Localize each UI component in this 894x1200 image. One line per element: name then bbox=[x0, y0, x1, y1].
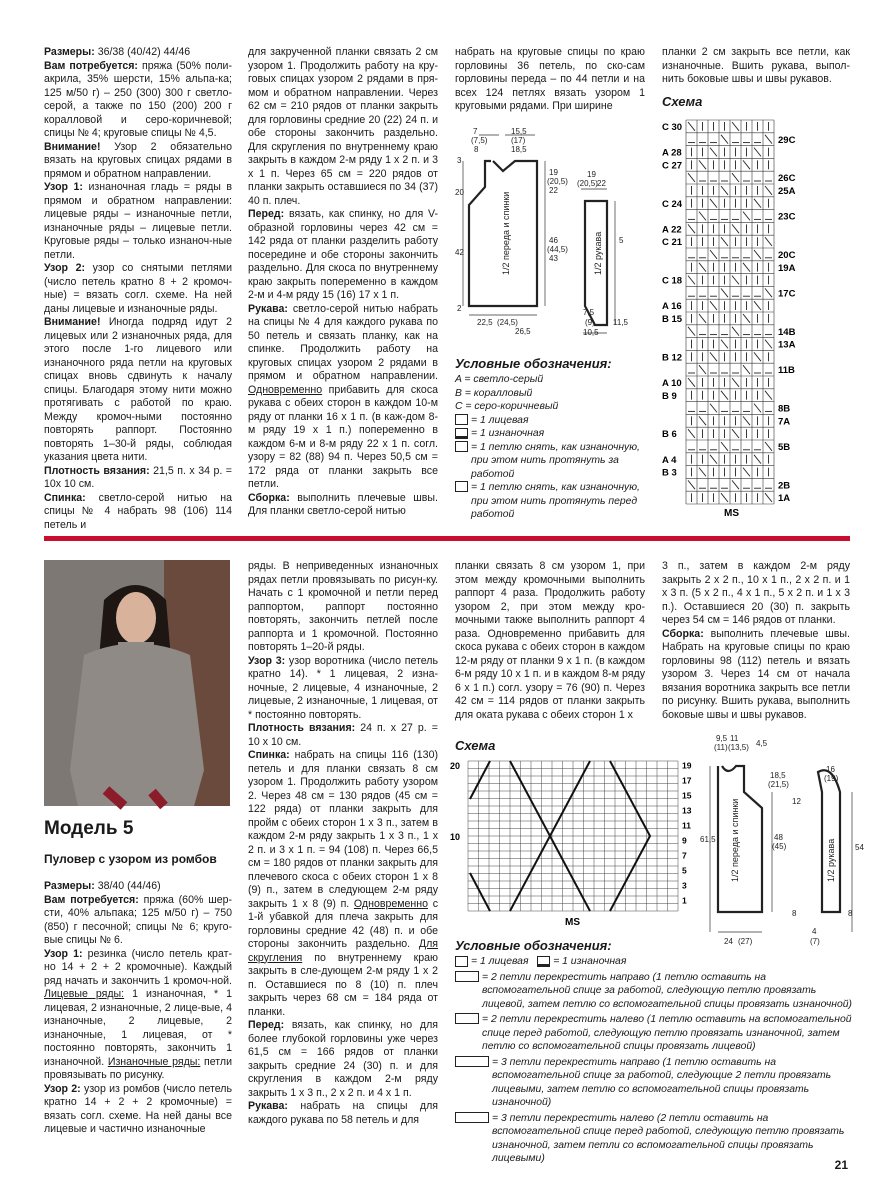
model-column-2 bbox=[248, 560, 438, 1127]
slip-front-symbol-icon bbox=[455, 481, 468, 492]
row-label-right: 26C bbox=[778, 173, 796, 185]
text: узор со снятыми петлями (число петель кратно 8 + 2 кромоч-ные) = вязать согл. схеме. На ней даны лицевые и изнаночные ряды. bbox=[44, 262, 232, 315]
label: Перед: bbox=[248, 1019, 285, 1031]
stitch-mark bbox=[743, 365, 750, 374]
row-label-left: B 15 bbox=[662, 314, 683, 325]
text: набрать на спицы для каждого рукава по 58 петель и для bbox=[248, 1100, 438, 1126]
text: Узор 2 обязательно вязать на круговых спицах рядами в прямом и обратном направлении. bbox=[44, 140, 232, 180]
dim: (13,5) bbox=[728, 743, 749, 752]
dim: 7 bbox=[473, 127, 478, 136]
dim: 61,5 bbox=[700, 835, 716, 844]
dim: 12 bbox=[792, 797, 801, 806]
top-grid-chart bbox=[662, 118, 812, 518]
dim: (27) bbox=[738, 937, 753, 946]
text: пряжа (60% шер-сти, 40% альпака; 125 м/50 г) – 750 (850) г песочной; спицы № 6; круго-вые спицы № 6. bbox=[44, 893, 233, 946]
model-column-1 bbox=[44, 880, 232, 1137]
text: узор из ромбов (число петель кратно 14 + 2 + 2 кромочные) = вязать согл. схеме. На ней даны все лицевые и частично изнаночные bbox=[44, 1082, 232, 1135]
label: Вам потребуется: bbox=[44, 59, 138, 72]
text: узор воротника (число петель кратно 14). * 1 лицевая, 2 изна-ночные, 2 лицевые, 4 изнаночные, 2 лицевые, 2 изнаночные, 1 лицевая, от * постоянно повторять. bbox=[248, 654, 438, 721]
legend-item: = 2 петли перекрестить направо (1 петлю оставить на вспомогательной спице за работой, следующую петлю провязать лицевой, затем петлю со вспомогательной спицы провязать изнаночной) bbox=[482, 971, 853, 1010]
knit-symbol-icon bbox=[455, 414, 468, 425]
row-label-right: 11 bbox=[682, 820, 691, 831]
dim: 4 bbox=[812, 927, 817, 936]
stitch-mark bbox=[688, 480, 695, 489]
dim: 19 bbox=[587, 170, 596, 179]
legend-item: = 3 петли перекрестить направо (1 петлю оставить на вспомогательной спице за работой, следующие 2 петли провязать лицевыми, затем петлю со вспомогательной спицы провязать изнаночной) bbox=[492, 1056, 832, 1108]
row-label-right: 3 bbox=[682, 880, 687, 891]
stitch-mark bbox=[710, 404, 717, 413]
row-label-left: C 21 bbox=[662, 237, 683, 249]
text: 24 п. х 27 р. = 10 х 10 см. bbox=[248, 722, 438, 748]
dim: (44,5) bbox=[547, 245, 568, 254]
legend-item: = 1 петлю снять, как изнаночную, при этом нить протянуть за работой bbox=[471, 441, 640, 480]
model-photo bbox=[44, 560, 230, 806]
dim: 20 bbox=[455, 188, 464, 197]
top-column-3 bbox=[455, 46, 645, 114]
label: Спинка: bbox=[248, 749, 290, 761]
label: Узор 1: bbox=[44, 947, 83, 960]
top-legend bbox=[455, 352, 647, 522]
stitch-mark bbox=[688, 122, 695, 131]
stitch-mark bbox=[721, 135, 728, 144]
stitch-mark bbox=[710, 301, 717, 310]
row-label-right: 7A bbox=[778, 416, 791, 428]
text: Иногда подряд идут 2 лицевых или 2 изнаночных ряда, для этого после 1-го лицевого или изнаночного ряда петли на круговых спицах вновь сдвинуть к началу спицы. Благодаря этому нити можно протягивать с работой по краю. Между кромоч-ными постоянно повторять раппорт. Постоянно повторять 1–30-й ряды, соблюдая указания цвета нити. bbox=[44, 316, 232, 463]
dim: 8 bbox=[792, 909, 797, 918]
stitch-mark bbox=[732, 276, 739, 285]
row-label-right: 19A bbox=[778, 262, 796, 274]
stitch-mark bbox=[699, 160, 706, 169]
row-label-right: 20C bbox=[778, 250, 796, 261]
stitch-mark bbox=[688, 327, 695, 336]
stitch-mark bbox=[721, 288, 728, 297]
dim: (7,5) bbox=[471, 136, 488, 145]
stitch-mark bbox=[688, 224, 695, 233]
dim: (24,5) bbox=[497, 318, 518, 327]
label: Вам потребуется: bbox=[44, 893, 139, 906]
dim: 43 bbox=[549, 254, 558, 263]
dim: 18,5 bbox=[770, 771, 786, 780]
legend-item: = 2 петли перекрестить налево (1 петлю оставить на вспомогательной спице перед работой, следующую петлю провязать изнаночной, затем петлю со вспомогательной спицы провязать лицевой) bbox=[482, 1014, 852, 1052]
model-chart-title: Схема bbox=[455, 738, 496, 753]
stitch-mark bbox=[688, 276, 695, 285]
legend-item: = 1 изнаночная bbox=[553, 956, 627, 967]
row-label-right: 25A bbox=[778, 186, 796, 197]
dim: 15,5 bbox=[511, 127, 527, 136]
row-label-right: 9 bbox=[682, 835, 687, 846]
dim: 48 bbox=[774, 833, 783, 842]
purl-symbol-icon bbox=[455, 428, 468, 439]
cross-right-3-icon bbox=[455, 1056, 489, 1067]
dim: (21,5) bbox=[768, 780, 789, 789]
page-number: 21 bbox=[834, 1158, 848, 1172]
row-label-right: 29C bbox=[778, 134, 796, 146]
dim: 18,5 bbox=[511, 145, 527, 154]
legend-item: B = коралловый bbox=[455, 387, 533, 399]
text: планки связать 8 см узором 1, при этом между кромочными выполнить раппорт 4 раза. Продолжить работу узором 2, при этом между кро-мочными также выполнить раппорт 4 раза. Одновременно прибавить для скоса рукава с обеих сторон в каждом 12-м ряду от планки 9 х 1 п. (в каждом 6-м ряду 10 х 1 п. и в каждом 8-м ряду 6 х 1 п.) согл. узору = 76 (90) п. Через 42 см = 114 рядов от планки закрыть для оката рукава с обеих сторон 1 х bbox=[455, 560, 645, 721]
model-title: Модель 5 bbox=[44, 818, 134, 839]
legend-item: = 3 петли перекрестить налево (2 петли оставить на вспомогательной спице перед работой, следующую петлю провязать изнаночной, затем петли со вспомогательной спицы провязать лицевыми) bbox=[492, 1112, 845, 1164]
top-pattern-schematic bbox=[455, 125, 645, 345]
stitch-mark bbox=[699, 416, 706, 425]
stitch-mark bbox=[710, 148, 717, 157]
stitch-mark bbox=[765, 442, 772, 451]
text: планки 2 см закрыть все петли, как изнаночные. Вшить рукава, выпол-нить боковые швы и швы рукавов. bbox=[662, 46, 850, 85]
label: Узор 1: bbox=[44, 181, 83, 193]
dim: 4,5 bbox=[756, 739, 768, 748]
text: ряды. В неприведенных изнаночных рядах петли провязывать по рисун-ку. Начать с 1 кромочной и петли перед раппортом, раппорт постоянно повторять, закончить петлей после раппорта и 1 кромочной. Постоянно повторять 1–20-й ряды. bbox=[248, 560, 438, 653]
dim: 11,5 bbox=[613, 318, 628, 327]
dim: 10,5 bbox=[583, 328, 599, 337]
dim: 24 bbox=[724, 937, 733, 946]
row-label-right: 1 bbox=[682, 895, 687, 906]
purl-symbol-icon bbox=[537, 956, 550, 967]
dim: 8 bbox=[474, 145, 479, 154]
stitch-mark bbox=[765, 493, 772, 502]
chart-title: Схема bbox=[662, 93, 703, 109]
dim: (20,5) bbox=[577, 179, 598, 188]
cable-line bbox=[470, 873, 490, 911]
pattern-label: 1/2 рукава bbox=[593, 231, 603, 275]
dim: 46 bbox=[549, 236, 558, 245]
stitch-mark bbox=[743, 314, 750, 323]
label: Внимание! bbox=[44, 140, 101, 153]
row-label-left: A 10 bbox=[662, 378, 682, 389]
label: Сборка: bbox=[662, 627, 704, 640]
stitch-mark bbox=[743, 263, 750, 272]
row-label-right: 23C bbox=[778, 211, 796, 223]
model-subtitle: Пуловер с узором из ромбов bbox=[44, 852, 217, 866]
stitch-mark bbox=[710, 352, 717, 361]
model-legend bbox=[455, 934, 855, 1166]
top-grid-svg bbox=[662, 118, 812, 518]
dim: 42 bbox=[455, 248, 464, 257]
stitch-mark bbox=[754, 455, 761, 464]
text: 36/38 (40/42) 44/46 bbox=[97, 46, 191, 58]
dim: (20,5) bbox=[547, 177, 568, 186]
row-label-left: C 18 bbox=[662, 275, 683, 287]
stitch-mark bbox=[765, 340, 772, 349]
stitch-mark bbox=[721, 186, 728, 195]
legend-item: C = серо-коричневый bbox=[455, 401, 559, 412]
row-label-left: C 30 bbox=[662, 122, 683, 133]
legend-item: A = светло-серый bbox=[455, 374, 544, 385]
row-label-left: A 28 bbox=[662, 147, 682, 159]
label: Узор 2: bbox=[44, 262, 85, 274]
text: светло-серой нитью набрать на спицы № 4 для каждого рукава по 50 петель и связать планку, как на спинке. Продолжить работу на круговых спицах узором 2 рядами в прямом и обратном направлении. bbox=[248, 302, 438, 382]
legend-title: Условные обозначения: bbox=[455, 938, 612, 953]
dim: (11) bbox=[714, 743, 728, 752]
dim: 7,5 bbox=[583, 308, 595, 317]
text: выполнить плечевые швы. Для планки светло-серой нитью bbox=[248, 491, 438, 517]
slip-back-symbol-icon bbox=[455, 441, 468, 452]
stitch-mark bbox=[754, 404, 761, 413]
pattern-label: 1/2 переда и спинки bbox=[501, 191, 511, 275]
row-label-right: 7 bbox=[682, 850, 687, 861]
stitch-mark bbox=[732, 480, 739, 489]
text: набрать на круговые спицы по краю горловины 36 петель, по ско-сам горловины переда – по 44 петли и на всех 124 петлях вязать узором 1 круговыми рядами. При ширине bbox=[455, 46, 645, 112]
dim: (17) bbox=[511, 136, 526, 145]
stitch-mark bbox=[699, 314, 706, 323]
stitch-mark bbox=[743, 468, 750, 477]
model-column-4 bbox=[662, 560, 850, 722]
text: Лицевые ряды: bbox=[44, 988, 125, 1000]
model-diamond-chart bbox=[450, 755, 700, 930]
top-column-4 bbox=[662, 46, 850, 110]
row-label-right: 8B bbox=[778, 403, 791, 415]
model-column-3 bbox=[455, 560, 645, 722]
text: светло-серой нитью на спицы № 4 набрать 98 (106) 114 петель и bbox=[44, 491, 232, 531]
stitch-mark bbox=[743, 416, 750, 425]
text: 3 п., затем в каждом 2-м ряду закрыть 2 х 2 п., 10 х 1 п., 2 х 2 п. и 1 х 3 п. (5 х 2 п., 4 х 1 п., 5 х 2 п. и 1 х 3 п.). Оставшиеся 20 (30) п. закрыть через 54 см = 146 рядов от планки. bbox=[662, 560, 850, 626]
text: Одновременно bbox=[248, 383, 323, 396]
legend-title: Условные обозначения: bbox=[455, 356, 612, 371]
stitch-mark bbox=[765, 391, 772, 400]
pattern-label: 1/2 переда и спинки bbox=[730, 798, 740, 882]
label: Размеры: bbox=[44, 46, 95, 58]
model-pattern-schematic bbox=[700, 732, 864, 952]
knit-symbol-icon bbox=[455, 956, 468, 967]
row-label-left: C 24 bbox=[662, 198, 683, 210]
text: по внутреннему краю закрыть в сле-дующем 2-м ряду 1 х 2 п. Оставшиеся по 8 (10) п. плеч закрыть через 68 см = 184 ряда от планки. bbox=[248, 951, 438, 1018]
row-label-right: 17C bbox=[778, 288, 796, 300]
dim: 16 bbox=[826, 765, 835, 774]
top-column-1 bbox=[44, 46, 232, 532]
text: пряжа (50% поли-акрила, 35% шерсти, 15% альпа-ка; 125 м/50 г) – 250 (300) 300 г светло-серой, а также по 150 (200) 200 г коралловой и серо-коричневой; спицы № 4; круговые спицы № 4,5. bbox=[44, 59, 232, 139]
section-divider bbox=[44, 536, 850, 541]
label: Размеры: bbox=[44, 880, 95, 892]
ms-label: MS bbox=[565, 917, 580, 928]
text: вязать, как спинку, но для V-образной горловины через 42 см = 142 ряда от планки разделить работу посередине и обе стороны закончить раздельно. Для скоса по внутреннему краю закрыть попеременно в каждом 2-м и 4-м ряду 15 (16) 17 х 1 п. bbox=[248, 208, 438, 301]
label: Плотность вязания: bbox=[44, 464, 150, 477]
row-label-right: 5 bbox=[682, 865, 687, 876]
legend-item: = 1 изнаночная bbox=[471, 428, 545, 439]
pattern-label: 1/2 рукава bbox=[826, 838, 836, 882]
row-label-left: A 4 bbox=[662, 454, 677, 466]
text: Изнаночные ряды: bbox=[107, 1055, 201, 1068]
stitch-mark bbox=[754, 250, 761, 259]
stitch-mark bbox=[732, 378, 739, 387]
stitch-mark bbox=[721, 493, 728, 502]
dim: 26,5 bbox=[515, 327, 531, 336]
label: Рукава: bbox=[248, 302, 288, 315]
row-label-right: 2B bbox=[778, 480, 791, 492]
dim: 22 bbox=[549, 186, 558, 195]
stitch-mark bbox=[732, 173, 739, 182]
row-label-right: 11B bbox=[778, 365, 795, 377]
legend-item: = 1 лицевая bbox=[471, 956, 529, 967]
text: набрать на спицы 116 (130) петель и для планки связать 8 см узором 1. Продолжить работу узором 2. Через 48 см = 130 рядов (45 см = 122 ряда) от планки закрыть для пройм с обеих сторон 1 х 3 п., затем в каждом 2-м ряду закрыть 1 х 3 п., 1 х 2 п. и 3 х 1 п. = 94 (108) п. Через 66,5 см = 180 рядов от планки закрыть для плечевого скоса с обеих сторон 1 х 8 (9) п., затем в следующем 2-м ряду закрыть 1 х 8 (9) п. bbox=[248, 749, 438, 910]
dim: 2 bbox=[457, 304, 462, 313]
text: 38/40 (44/46) bbox=[97, 880, 161, 892]
stitch-mark bbox=[732, 327, 739, 336]
row-label-left: B 12 bbox=[662, 352, 683, 364]
dim: 22 bbox=[597, 179, 606, 188]
stitch-mark bbox=[699, 263, 706, 272]
dim: 19 bbox=[549, 168, 558, 177]
stitch-mark bbox=[754, 301, 761, 310]
row-label-left: 10 bbox=[450, 832, 461, 842]
text: Для скругления bbox=[248, 938, 438, 964]
stitch-mark bbox=[721, 442, 728, 451]
text: прибавить для скоса рукава с обеих сторон в каждом 10-м ряду от планки 16 х 1 п. (в каж-дом 8-м ряду 19 х 1 п.) попеременно в каждом 6-м и 8-м ряду 22 х 1 п. согл. узору = 82 (88) 94 п. Через 50,5 см = 172 ряда от планки закрыть все петли. bbox=[248, 383, 439, 490]
stitch-mark bbox=[688, 378, 695, 387]
row-label-left: B 3 bbox=[662, 467, 677, 479]
row-label-right: 15 bbox=[682, 790, 692, 801]
stitch-mark bbox=[710, 250, 717, 259]
dim: (19) bbox=[824, 774, 839, 783]
dim: 11 bbox=[730, 734, 739, 743]
cable-line bbox=[470, 761, 490, 799]
stitch-mark bbox=[699, 212, 706, 221]
row-label-right: 13A bbox=[778, 339, 796, 351]
stitch-mark bbox=[754, 148, 761, 157]
ms-label: MS bbox=[724, 508, 739, 519]
cross-right-2-icon bbox=[455, 971, 479, 982]
text: выполнить плечевые швы. Набрать на круговые спицы по краю горловины 98 (112) петель и вязать узором 3. Через 14 см от начала вязания воротника закрыть все петли по рисунку. Вшить рукава, выполнить боковые швы и швы рукавов. bbox=[662, 627, 850, 721]
text: изнаночная гладь = ряды в прямом и обратном направлении: лицевые ряды – изнаночные петли, изнаночные ряды – лицевые петли. Круговые ряды – только изнаноч-ные петли. bbox=[44, 181, 233, 261]
text: с 1-й убавкой для плеча закрыть для горловины средние 42 (48) п. и обе стороны закончить раздельно. bbox=[248, 897, 438, 950]
stitch-mark bbox=[688, 173, 695, 182]
text: для закрученной планки связать 2 см узором 1. Продолжить работу на кру-говых спицах узором 2 рядами в пря-мом и обратном направлении. Через 62 см = 210 рядов от планки закрыть для горловины средние 20 (22) 24 п. и обе стороны закончить раздельно. Для скругления по внутреннему краю закрыть в каждом 2-м ряду 1 х 2 п. и 3 х 1 п. Через 65 см = 220 рядов от планки закрыть оставшиеся по 34 (37) 40 п. плеч. bbox=[248, 46, 438, 207]
dim: (45) bbox=[772, 842, 787, 851]
text: 1 изнаночная, * 1 лицевая, 2 изнаночные, 2 лице-вые, 4 изнаночные, 2 лицевые, 2 изнаночные, 1 лицевая, от * постоянно повторять, закончить 1 изнаночной. bbox=[44, 988, 232, 1068]
text: вязать, как спинку, но для более глубокой горловины уже через 61,5 см = 166 рядов от планки закрыть средние 24 (30) п. и для скругления в каждом 2-м ряду закрыть 1 х 3 п., 2 х 2 п. и 4 х 1 п. bbox=[248, 1019, 438, 1099]
stitch-mark bbox=[743, 160, 750, 169]
text: петли провязывать по рисунку. bbox=[44, 1055, 233, 1081]
label: Узор 2: bbox=[44, 1082, 81, 1095]
row-label-right: 17 bbox=[682, 775, 692, 786]
stitch-mark bbox=[688, 429, 695, 438]
top-column-2 bbox=[248, 46, 438, 519]
model-photo-illustration bbox=[44, 560, 230, 806]
stitch-mark bbox=[765, 237, 772, 246]
legend-item: = 1 петлю снять, как изнаночную, при этом нить протянуть перед работой bbox=[471, 482, 640, 520]
dim: 54 bbox=[855, 843, 864, 852]
row-label-left: A 22 bbox=[662, 224, 682, 236]
body-outline bbox=[718, 766, 762, 912]
stitch-mark bbox=[732, 224, 739, 233]
stitch-mark bbox=[721, 340, 728, 349]
cross-left-2-icon bbox=[455, 1013, 479, 1024]
dim: 3 bbox=[457, 156, 462, 165]
dim: 5 bbox=[619, 236, 624, 245]
label: Узор 3: bbox=[248, 654, 286, 667]
stitch-mark bbox=[721, 391, 728, 400]
dim: (9) bbox=[585, 318, 595, 327]
row-label-left: B 9 bbox=[662, 390, 677, 402]
row-label-right: 14B bbox=[778, 326, 796, 338]
dim: (7) bbox=[810, 937, 820, 946]
row-label-right: 1A bbox=[778, 493, 791, 505]
stitch-mark bbox=[765, 288, 772, 297]
label: Спинка: bbox=[44, 491, 86, 504]
row-label-left: A 16 bbox=[662, 301, 682, 313]
cross-left-3-icon bbox=[455, 1112, 489, 1123]
stitch-mark bbox=[765, 135, 772, 144]
row-label-right: 19 bbox=[682, 760, 692, 771]
row-label-right: 13 bbox=[682, 805, 692, 816]
row-label-left: C 27 bbox=[662, 160, 683, 172]
stitch-mark bbox=[699, 365, 706, 374]
legend-item: = 1 лицевая bbox=[471, 414, 529, 426]
stitch-mark bbox=[754, 352, 761, 361]
row-label-left: B 6 bbox=[662, 429, 677, 441]
dim: 9,5 bbox=[716, 734, 728, 743]
stitch-mark bbox=[710, 455, 717, 464]
stitch-mark bbox=[732, 429, 739, 438]
stitch-mark bbox=[721, 237, 728, 246]
label: Рукава: bbox=[248, 1100, 288, 1112]
label: Сборка: bbox=[248, 491, 290, 504]
stitch-mark bbox=[699, 468, 706, 477]
dim: 22,5 bbox=[477, 318, 493, 327]
row-label-right: 5B bbox=[778, 442, 791, 453]
stitch-mark bbox=[765, 186, 772, 195]
label: Внимание! bbox=[44, 316, 101, 328]
stitch-mark bbox=[743, 212, 750, 221]
row-label-left: 20 bbox=[450, 761, 461, 771]
text: 21,5 п. х 34 р. = 10х 10 см. bbox=[44, 464, 232, 490]
stitch-mark bbox=[710, 199, 717, 208]
text: Одновременно bbox=[353, 897, 429, 910]
label: Плотность вязания: bbox=[248, 722, 356, 734]
dim: 8 bbox=[848, 909, 853, 918]
label: Перед: bbox=[248, 208, 285, 220]
stitch-mark bbox=[754, 199, 761, 208]
text: резинка (число петель крат-но 14 + 2 + 2 кромочные). Каждый ряд начать и закончить 1 кромоч-ной. bbox=[44, 947, 232, 987]
stitch-mark bbox=[732, 122, 739, 131]
